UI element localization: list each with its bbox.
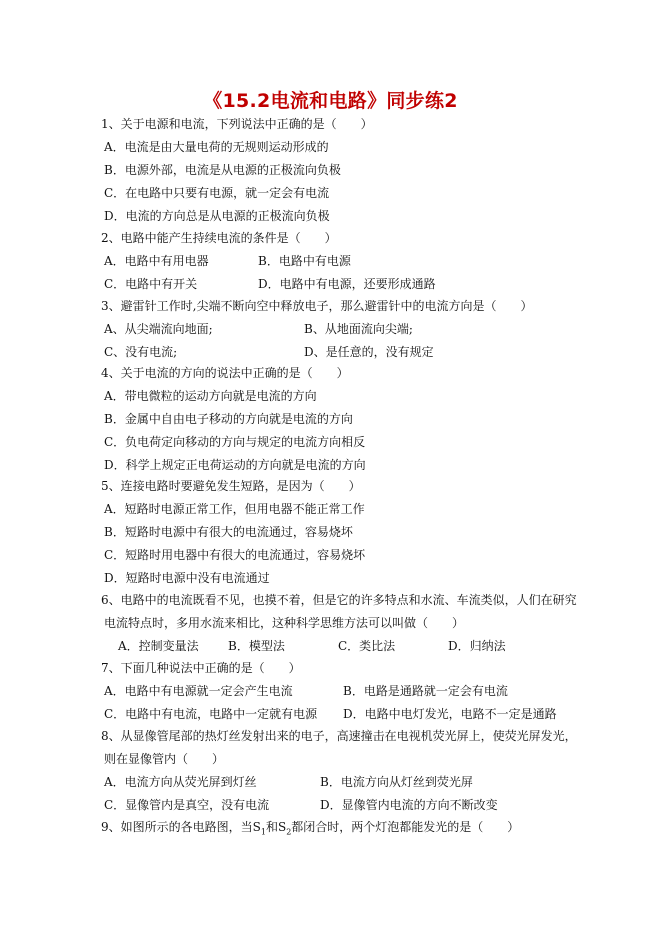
question-4-option-b: B．金属中自由电子移动的方向就是电流的方向 [104, 412, 353, 426]
question-4-stem: 4、关于电流的方向的说法中正确的是（ ） [101, 366, 349, 380]
question-3-option-a: A、从尖端流向地面; [104, 322, 213, 336]
subscript-2: 2 [286, 827, 292, 837]
question-9-stem-part-3: 都闭合时，两个灯泡都能发光的是（ ） [291, 820, 520, 834]
question-7-option-c: C．电路中有电流，电路中一定就有电源 [104, 707, 318, 721]
question-9-stem [101, 820, 519, 839]
question-1-option-a: A．电流是由大量电荷的无规则运动形成的 [104, 140, 329, 154]
question-8-stem-line-2: 则在显像管内（ ） [104, 752, 225, 766]
question-8-option-c: C．显像管内是真空，没有电流 [104, 798, 270, 812]
question-1-stem: 1、关于电源和电流，下列说法中正确的是（ ） [101, 117, 373, 131]
question-3-option-c: C、没有电流; [104, 345, 178, 359]
question-4-option-c: C．负电荷定向移动的方向与规定的电流方向相反 [104, 435, 366, 449]
question-8-stem-line-1: 8、从显像管尾部的热灯丝发射出来的电子，高速撞击在电视机荧光屏上，使荧光屏发光， [101, 729, 577, 743]
question-4-option-a: A．带电微粒的运动方向就是电流的方向 [104, 389, 317, 403]
question-8-option-b: B．电流方向从灯丝到荧光屏 [320, 775, 473, 789]
question-7-option-d: D．电路中电灯发光，电路不一定是通路 [343, 707, 557, 721]
question-8-option-d: D．显像管内电流的方向不断改变 [320, 798, 498, 812]
question-5-option-b: B．短路时电源中有很大的电流通过，容易烧坏 [104, 525, 353, 539]
question-2-option-c: C．电路中有开关 [104, 277, 198, 291]
question-5-stem: 5、连接电路时要避免发生短路，是因为（ ） [101, 479, 361, 493]
question-5-option-a: A．短路时电源正常工作，但用电器不能正常工作 [104, 502, 365, 516]
question-1-option-c: C．在电路中只要有电源，就一定会有电流 [104, 186, 330, 200]
question-2-stem: 2、电路中能产生持续电流的条件是（ ） [101, 231, 337, 245]
page-title: 《15.2电流和电路》同步练2 [203, 90, 458, 112]
question-5-option-d: D．短路时电源中没有电流通过 [104, 571, 270, 585]
question-8-option-a: A．电流方向从荧光屏到灯丝 [104, 775, 257, 789]
question-6-option-a: A．控制变量法 [118, 639, 199, 653]
question-2-option-b: B．电路中有电源 [258, 254, 351, 268]
question-6-stem-line-1: 6、电路中的电流既看不见，也摸不着，但是它的许多特点和水流、车流类似，人们在研究 [101, 593, 577, 607]
question-4-option-d: D．科学上规定正电荷运动的方向就是电流的方向 [104, 458, 366, 472]
question-6-stem-line-2: 电流特点时，多用水流来相比，这种科学思维方法可以叫做（ ） [104, 616, 465, 630]
question-7-option-b: B．电路是通路就一定会有电流 [343, 684, 508, 698]
question-6-option-b: B．模型法 [228, 639, 285, 653]
question-9-stem-part-1: 9、如图所示的各电路图，当S [101, 820, 261, 834]
question-3-option-b: B、从地面流向尖端; [304, 322, 413, 336]
question-6-option-c: C．类比法 [338, 639, 396, 653]
question-9-stem-part-2: 和S [265, 820, 287, 834]
question-2-option-a: A．电路中有用电器 [104, 254, 209, 268]
question-1-option-d: D．电流的方向总是从电源的正极流向负极 [104, 209, 330, 223]
subscript-1: 1 [260, 827, 266, 837]
question-5-option-c: C．短路时用电器中有很大的电流通过，容易烧坏 [104, 548, 366, 562]
question-3-option-d: D、是任意的，没有规定 [304, 345, 434, 359]
question-7-option-a: A．电路中有电源就一定会产生电流 [104, 684, 293, 698]
question-7-stem: 7、下面几种说法中正确的是（ ） [101, 661, 301, 675]
question-1-option-b: B．电源外部，电流是从电源的正极流向负极 [104, 163, 341, 177]
question-2-option-d: D．电路中有电源，还要形成通路 [258, 277, 436, 291]
question-3-stem: 3、避雷针工作时,尖端不断向空中释放电子，那么避雷针中的电流方向是（ ） [101, 299, 533, 313]
question-6-option-d: D．归纳法 [448, 639, 506, 653]
